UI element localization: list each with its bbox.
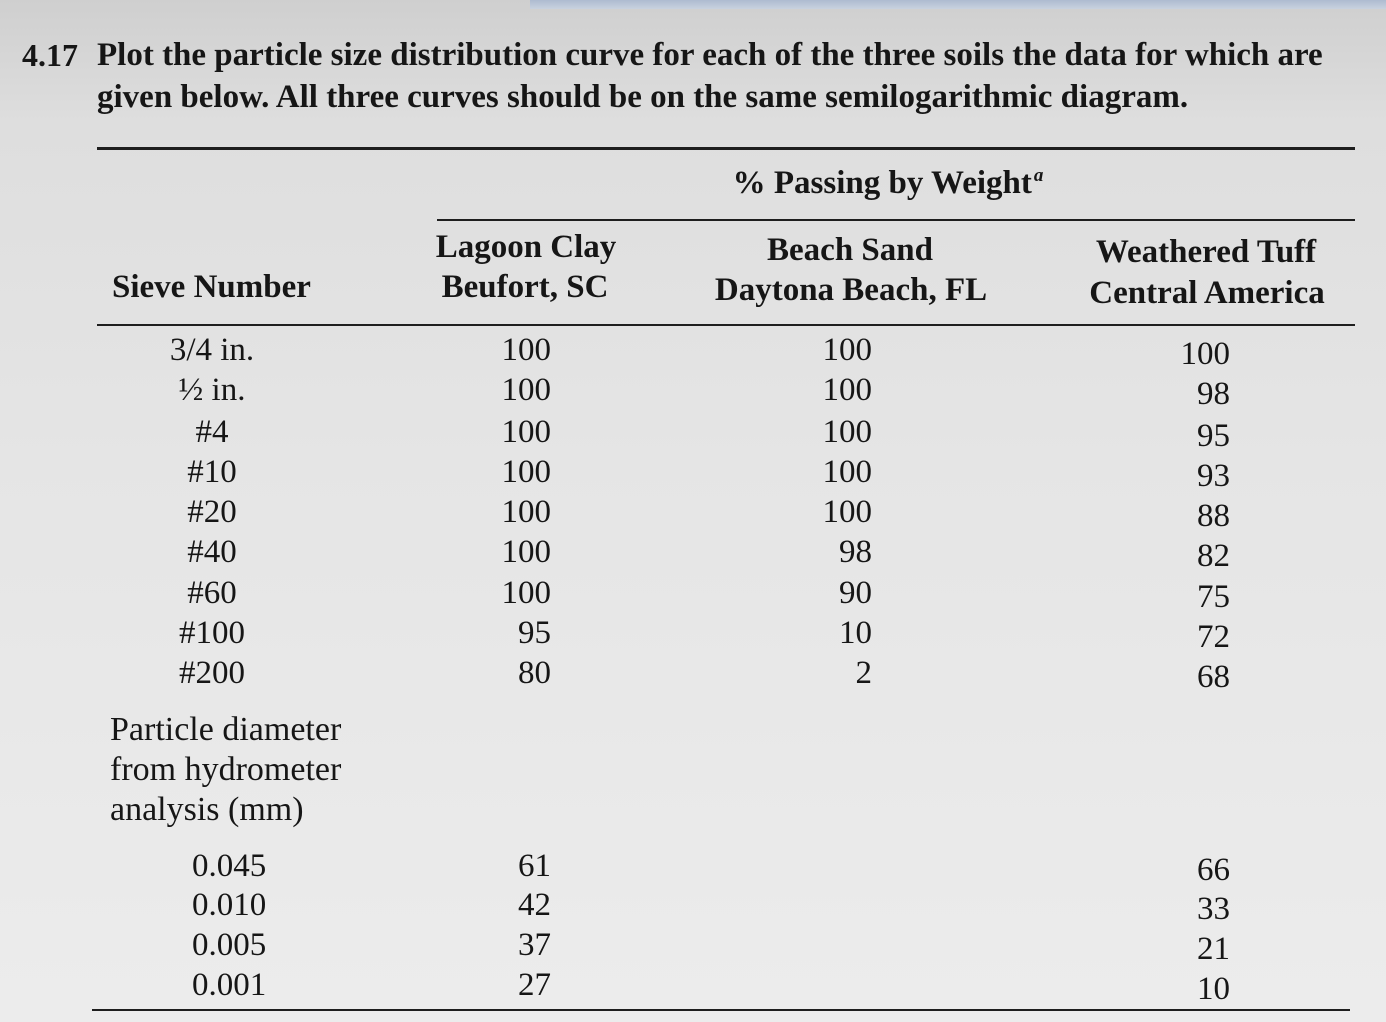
lagoon-clay-value: 100 (501, 575, 551, 611)
sieve-number: #40 (187, 534, 237, 570)
sieve-number: #20 (187, 494, 237, 530)
lagoon-clay-value: 100 (501, 332, 551, 368)
weathered-tuff-value: 82 (1197, 538, 1230, 574)
beach-sand-value: 100 (822, 454, 872, 490)
lagoon-clay-value: 80 (518, 655, 551, 691)
beach-sand-value: 2 (855, 655, 872, 691)
lagoon-clay-value: 100 (501, 414, 551, 450)
lagoon-clay-value: 37 (518, 927, 551, 963)
table-row (0, 885, 1386, 925)
problem-number: 4.17 (22, 37, 78, 73)
group-header-rule (437, 219, 1355, 221)
group-header (733, 163, 1044, 203)
table-row (0, 846, 1386, 886)
table-row (0, 965, 1386, 1005)
sieve-number: #200 (179, 655, 245, 691)
column-header-tuff-line-1: Weathered Tuff (1095, 234, 1317, 270)
column-header-beach-line-2: Daytona Beach, FL (714, 272, 988, 308)
sieve-number: 3/4 in. (169, 332, 255, 368)
weathered-tuff-value: 100 (1180, 336, 1230, 372)
table-row (0, 532, 1386, 572)
lagoon-clay-value: 100 (501, 454, 551, 490)
table-row (0, 492, 1386, 532)
weathered-tuff-value: 10 (1197, 971, 1230, 1007)
sieve-number: #4 (195, 414, 229, 450)
lagoon-clay-value: 27 (518, 967, 551, 1003)
beach-sand-value: 10 (839, 615, 872, 651)
page-edge (530, 0, 1386, 9)
table-row (0, 330, 1386, 370)
beach-sand-value: 100 (822, 414, 872, 450)
column-header-sieve: Sieve Number (112, 269, 311, 305)
table-row (0, 613, 1386, 653)
weathered-tuff-value: 95 (1197, 418, 1230, 454)
beach-sand-value: 90 (839, 575, 872, 611)
lagoon-clay-value: 42 (518, 887, 551, 923)
column-header-beach-line-1: Beach Sand (767, 232, 933, 268)
column-header-lagoon-line-1: Lagoon Clay (435, 229, 617, 265)
sieve-number: ½ in. (178, 372, 246, 408)
particle-diameter: 0.010 (192, 887, 267, 923)
weathered-tuff-value: 72 (1197, 619, 1230, 655)
particle-diameter: 0.005 (192, 927, 267, 963)
column-header-lagoon-line-2: Beufort, SC (441, 269, 609, 305)
sieve-number: #10 (187, 454, 237, 490)
beach-sand-value: 100 (822, 332, 872, 368)
beach-sand-value: 100 (822, 372, 872, 408)
table-row (0, 925, 1386, 965)
weathered-tuff-value: 66 (1197, 852, 1230, 888)
weathered-tuff-value: 21 (1197, 931, 1230, 967)
column-header-tuff-line-2: Central America (1089, 275, 1325, 311)
hydrometer-label-line-1: Particle diameter (110, 711, 342, 748)
lagoon-clay-value: 61 (518, 848, 551, 884)
sieve-number: #60 (187, 575, 237, 611)
weathered-tuff-value: 75 (1197, 579, 1230, 615)
weathered-tuff-value: 68 (1197, 659, 1230, 695)
lagoon-clay-value: 100 (501, 494, 551, 530)
lagoon-clay-value: 95 (518, 615, 551, 651)
table-top-rule (97, 147, 1355, 150)
table-row (0, 653, 1386, 693)
table-row (0, 412, 1386, 452)
weathered-tuff-value: 33 (1197, 891, 1230, 927)
particle-diameter: 0.001 (192, 967, 267, 1003)
table-row (0, 452, 1386, 492)
beach-sand-value: 100 (822, 494, 872, 530)
group-header-text: % Passing by Weight (732, 165, 1032, 201)
lagoon-clay-value: 100 (501, 372, 551, 408)
beach-sand-value: 98 (839, 534, 872, 570)
problem-text-line-2: given below. All three curves should be on the same semilogarithmic diagram. (97, 79, 1189, 115)
footnote-marker: a (1033, 165, 1044, 186)
table-row (0, 370, 1386, 410)
problem-text-line-1: Plot the particle size distribution curve for each of the three soils the data for which are (97, 37, 1323, 73)
table-row (0, 573, 1386, 613)
column-header-rule (97, 324, 1355, 326)
hydrometer-label-line-3: analysis (mm) (110, 791, 304, 828)
weathered-tuff-value: 88 (1197, 498, 1230, 534)
table-bottom-rule (92, 1009, 1350, 1011)
weathered-tuff-value: 98 (1197, 376, 1230, 412)
particle-diameter: 0.045 (192, 848, 267, 884)
hydrometer-label-line-2: from hydrometer (110, 751, 342, 788)
weathered-tuff-value: 93 (1197, 458, 1230, 494)
lagoon-clay-value: 100 (501, 534, 551, 570)
sieve-number: #100 (179, 615, 245, 651)
